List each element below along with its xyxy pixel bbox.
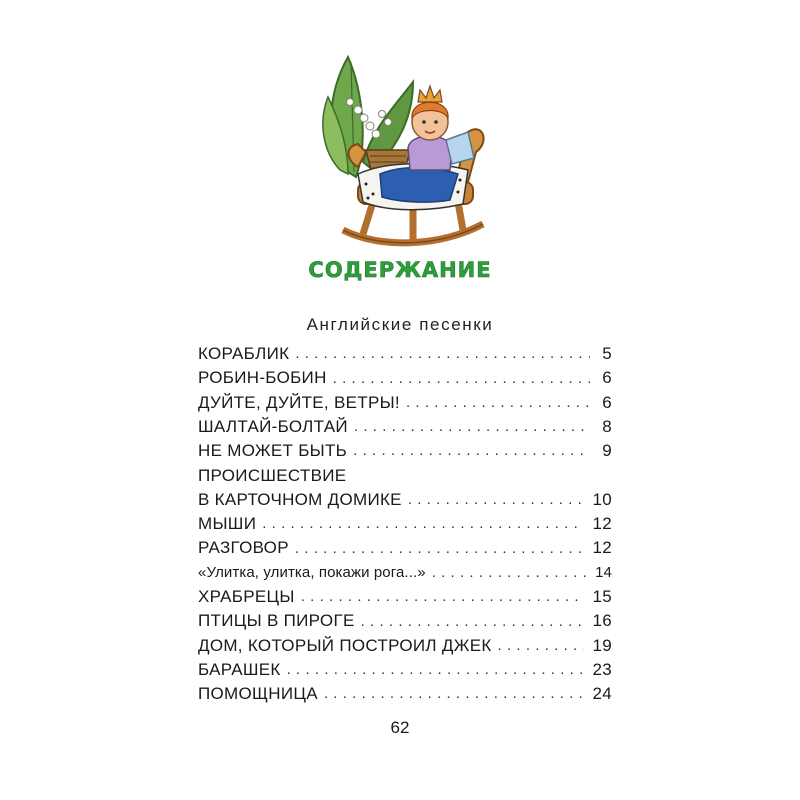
dot-leader: [406, 391, 590, 415]
dot-leader: [432, 561, 587, 585]
toc-entry[interactable]: [198, 658, 612, 682]
dot-leader: [353, 439, 590, 463]
toc-entry-title: НЕ МОЖЕТ БЫТЬ: [198, 441, 348, 461]
toc-entry-page: 15: [592, 586, 612, 606]
toc-entry[interactable]: [198, 415, 612, 439]
toc-entry[interactable]: [198, 366, 612, 390]
toc-entry[interactable]: [198, 391, 612, 415]
toc-entry-title: КОРАБЛИК: [198, 344, 290, 363]
dot-leader: [333, 367, 590, 391]
dot-leader: [361, 610, 585, 634]
dot-leader: [408, 488, 585, 512]
toc-entry-page: 19: [592, 635, 612, 655]
toc-entry[interactable]: [198, 342, 612, 366]
toc-entry[interactable]: [198, 634, 612, 658]
toc-entry-title: ПОМОЩНИЦА: [198, 684, 318, 704]
page-number: 62: [390, 718, 410, 737]
toc-entry-page: 8: [602, 416, 612, 436]
toc-entry-page: 6: [602, 392, 612, 412]
toc-entry[interactable]: [198, 682, 612, 706]
toc-entry[interactable]: [198, 536, 612, 560]
toc-entry-title: ПТИЦЫ В ПИРОГЕ: [198, 611, 355, 631]
toc-entry-title: БАРАШЕК: [198, 659, 281, 679]
toc-entry-title: МЫШИ: [198, 514, 257, 534]
toc-entry-page: 12: [592, 514, 612, 534]
toc-entry-page: 24: [592, 684, 612, 704]
toc-entry-title: ПРОИСШЕСТВИЕ В КАРТОЧНОМ ДОМИКЕ: [198, 466, 402, 510]
dot-leader: [295, 342, 590, 366]
toc-entry[interactable]: [198, 609, 612, 633]
toc-entry-title: РОБИН-БОБИН: [198, 368, 327, 388]
dot-leader: [324, 682, 585, 706]
toc-entry-title: ДУЙТЕ, ДУЙТЕ, ВЕТРЫ!: [198, 392, 400, 412]
dot-leader: [262, 512, 584, 536]
toc-entry[interactable]: [198, 463, 612, 512]
toc-entry-title: РАЗГОВОР: [198, 538, 289, 558]
toc-entry-page: 23: [592, 659, 612, 679]
table-of-contents: [198, 342, 612, 706]
toc-entry[interactable]: [198, 439, 612, 463]
lily-of-the-valley-child-in-rocking-chair-illustration: [318, 52, 490, 248]
dot-leader: [287, 658, 585, 682]
toc-entry-title: ДОМ, КОТОРЫЙ ПОСТРОИЛ ДЖЕК: [198, 635, 492, 655]
toc-entry[interactable]: [198, 561, 612, 585]
contents-heading: СОДЕРЖАНИЕ: [308, 258, 492, 282]
toc-entry-page: 6: [602, 368, 612, 388]
toc-entry-page: 12: [592, 538, 612, 558]
toc-entry-title: «Улитка, улитка, покажи рога...»: [198, 563, 426, 581]
toc-entry-title: ШАЛТАЙ-БОЛТАЙ: [198, 416, 348, 436]
toc-entry-page: 16: [592, 611, 612, 631]
dot-leader: [498, 634, 585, 658]
section-title: Английские песенки: [306, 315, 494, 334]
dot-leader: [301, 585, 585, 609]
dot-leader: [354, 415, 590, 439]
toc-entry-page: 14: [595, 563, 612, 581]
toc-entry-title: ХРАБРЕЦЫ: [198, 586, 295, 606]
toc-entry-page: 10: [592, 490, 612, 510]
toc-entry[interactable]: [198, 512, 612, 536]
toc-entry[interactable]: [198, 585, 612, 609]
dot-leader: [295, 537, 585, 561]
toc-entry-page: 5: [602, 344, 612, 363]
toc-entry-page: 9: [602, 441, 612, 461]
